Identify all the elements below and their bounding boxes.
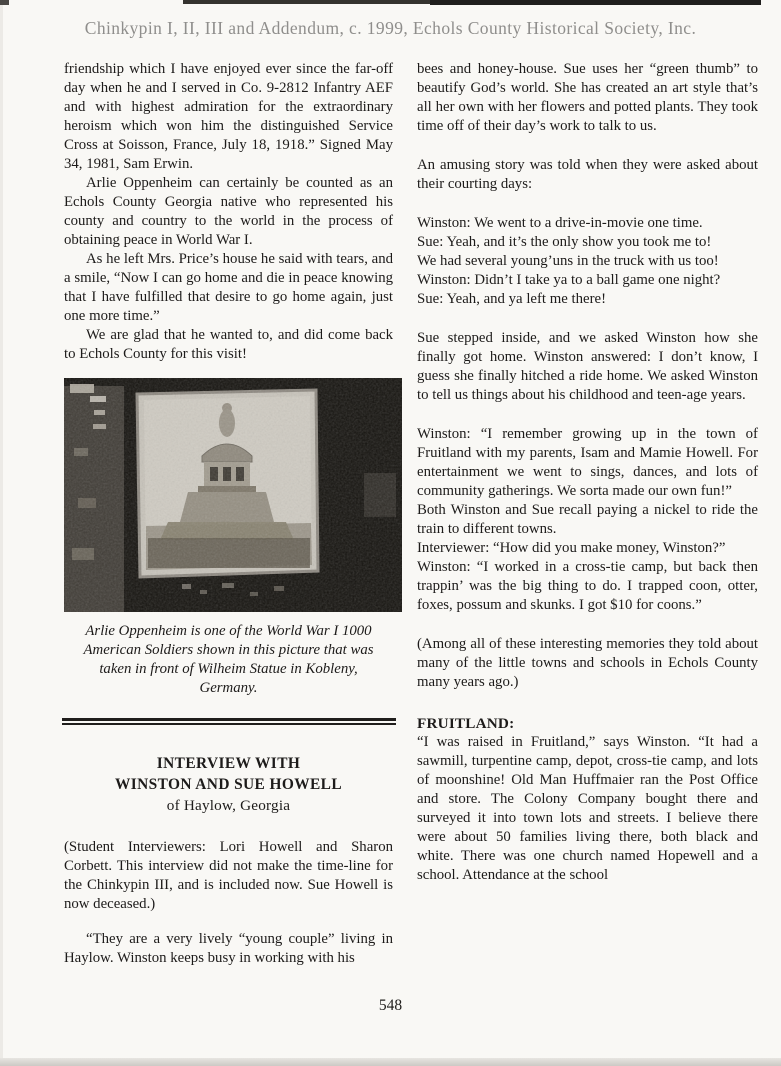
scan-artifact-corner (0, 0, 9, 5)
left-column (64, 60, 393, 968)
dialogue-line: Winston: Didn’t I take ya to a ball game one night? (417, 272, 721, 288)
statue-photograph (64, 378, 402, 612)
scan-artifact-top-strip2 (430, 0, 761, 5)
memories-line: Interviewer: “How did you make money, Winston?” (417, 540, 726, 556)
fruitland-heading: FRUITLAND: (417, 715, 515, 732)
paragraph-among-memories: (Among all of these interesting memories they told about many of the little towns and schools in Echols County many years ago.) (417, 636, 758, 690)
interview-heading-line3: of Haylow, Georgia (166, 797, 291, 814)
dialogue-line: We had several young’uns in the truck with us too! (417, 253, 719, 269)
memories-line: Both Winston and Sue recall paying a nickel to ride the train to different towns. (417, 502, 758, 537)
interview-heading-line1: INTERVIEW WITH (156, 755, 301, 772)
paragraph-sue-stepped-inside: Sue stepped inside, and we asked Winston how she finally got home. Winston answered: I don’t know, I guess she finally hitched a ride home. We asked Winston to tell us things about his childhood and teen-age years. (417, 330, 758, 403)
scan-artifact-bottom-band (0, 1058, 781, 1066)
running-header: Chinkypin I, II, III and Addendum, c. 1999, Echols County Historical Society, Inc. (84, 18, 697, 38)
memories-line: Winston: “I worked in a cross-tie camp, but back then trappin’ was the big thing to do. I trapped coon, otter, foxes, possum and skunks. I got $10 for coons.” (417, 559, 758, 613)
statue-photo-graphic (64, 378, 402, 612)
right-column (417, 60, 758, 885)
interview-heading (64, 753, 393, 816)
photo-caption: Arlie Oppenheim is one of the World War I 1000 American Soldiers shown in this picture that was taken in front of Wilheim Statue in Kobleny, Germany. (83, 623, 374, 696)
memories-block (417, 425, 758, 615)
paragraph-amusing-story: An amusing story was told when they were asked about their courting days: (417, 157, 758, 192)
dialogue-line: Sue: Yeah, and ya left me there! (417, 291, 607, 307)
paragraph-left-price-house: As he left Mrs. Price’s house he said with tears, and a smile, “Now I can go home and die in peace knowing that I have fulfilled that desire to go home again, just one more time.” (64, 251, 393, 324)
paragraph-student-interviewers: (Student Interviewers: Lori Howell and Sharon Corbett. This interview did not make the time-line for the Chinkypin III, and is included now. Sue Howell is now deceased.) (64, 839, 393, 912)
dialogue-line: Winston: We went to a drive-in-movie one time. (417, 215, 703, 231)
courting-dialogue (417, 214, 758, 309)
paragraph-friendship: friendship which I have enjoyed ever since the far-off day when he and I served in Co. 9-2812 Infantry AEF and with highest admiration for the extraordinary heroism which won him the distinguished Service Cross at Soisson, France, July 18, 1918.” Signed May 34, 1981, Sam Erwin. (64, 61, 393, 172)
paragraph-fruitland: “I was raised in Fruitland,” says Winston. “It had a sawmill, turpentine camp, depot, cross-tie camp, and lots of moonshine! Old Man Huffmaier ran the Post Office and store. The Colony Company bought there and surveyed it into town lots and streets. I believe there were about 50 families living there, both black and white. There was one church named Hopewell and a school. Attendance at the school (417, 734, 758, 883)
dialogue-line: Sue: Yeah, and it’s the only show you took me to! (417, 234, 712, 250)
paragraph-lively-couple: “They are a very lively “young couple” living in Haylow. Winston keeps busy in working with his (64, 931, 393, 966)
memories-line: Winston: “I remember growing up in the town of Fruitland with my parents, Isam and Mamie Howell. For entertainment we went to sings, dances, and lots of community gatherings. We sorta made our own fun!” (417, 426, 758, 499)
interview-heading-line2: WINSTON AND SUE HOWELL (114, 776, 343, 793)
page-number: 548 (378, 997, 403, 1014)
section-divider-rule (62, 718, 396, 725)
paragraph-arlie-counted: Arlie Oppenheim can certainly be counted as an Echols County Georgia native who represented his county and country to the world in the process of obtaining peace in World War I. (64, 175, 393, 248)
paragraph-bees-honey: bees and honey-house. Sue uses her “green thumb” to beautify God’s world. She has created an art style that’s all her own with her flowers and potted plants. They took time off of their day’s work to talk to us. (417, 61, 758, 134)
paragraph-glad-visit: We are glad that he wanted to, and did come back to Echols County for this visit! (64, 327, 393, 362)
